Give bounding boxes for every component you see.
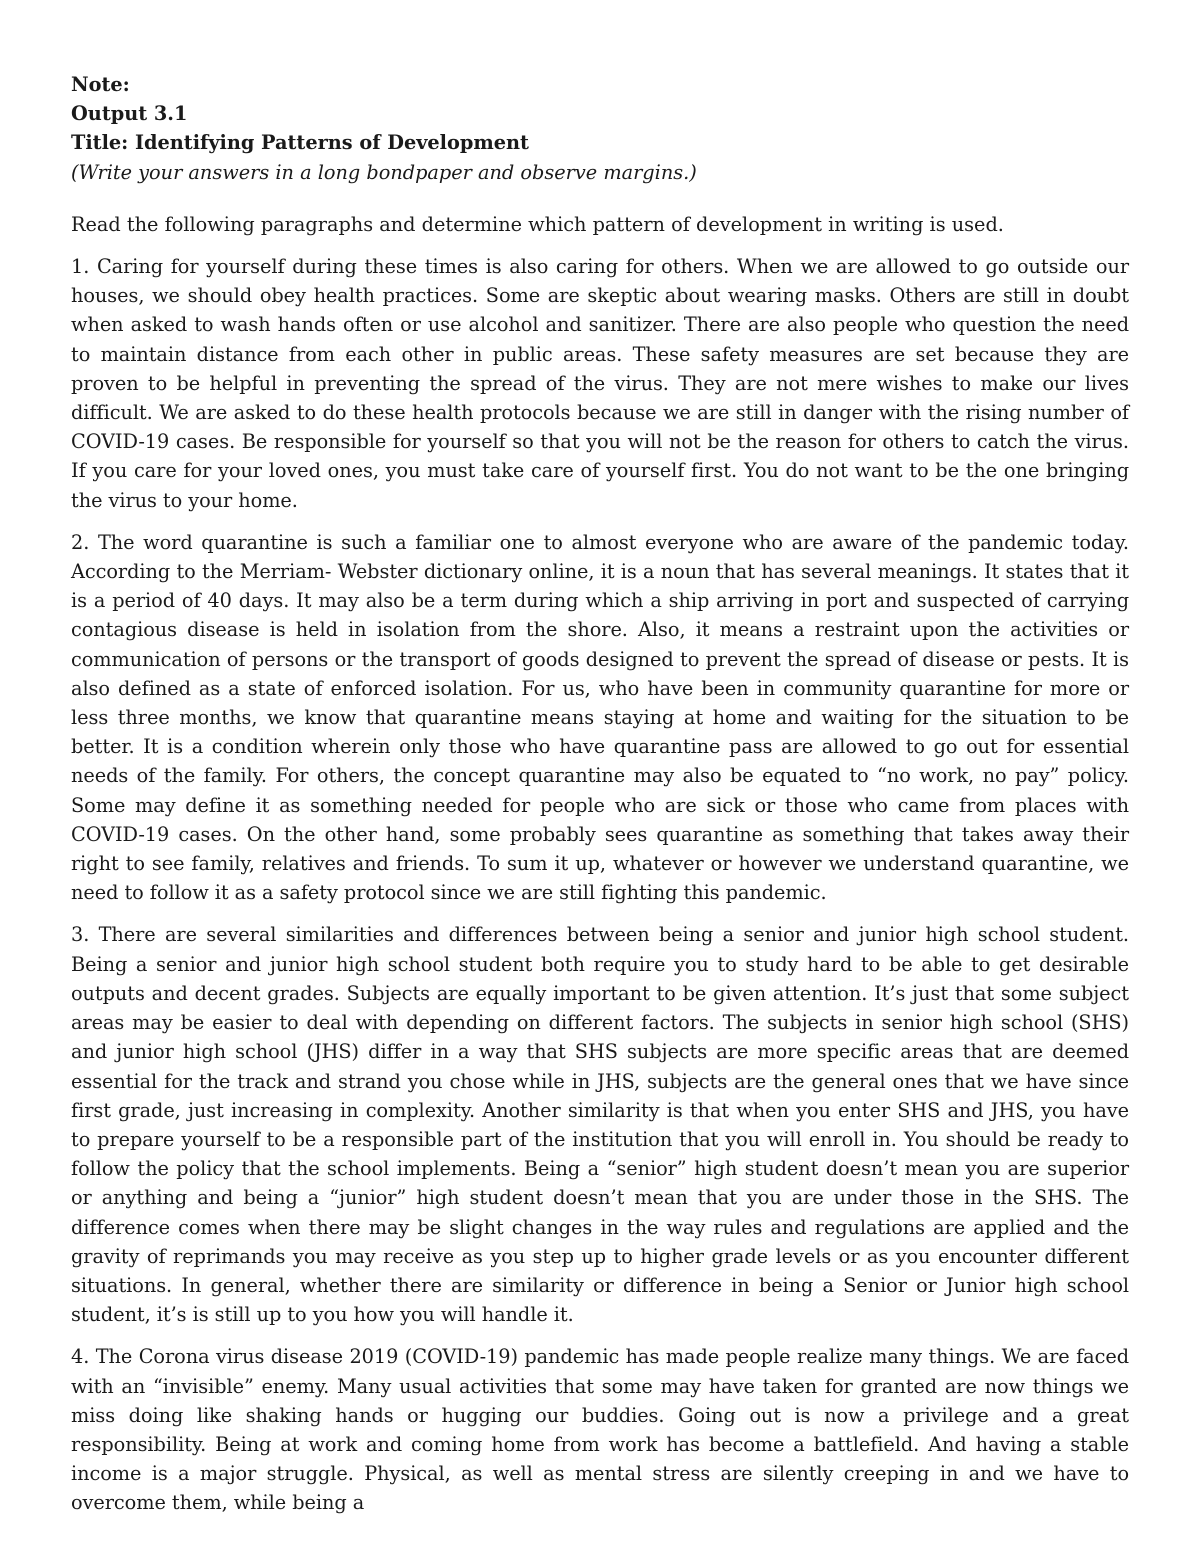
paragraph-2: 2. The word quarantine is such a familiar one to almost everyone who are aware of the pandemic today. According to the Merriam- Webster dictionary online, it is a noun that has several meanings. It states that it is a period of 40 days. It may also be a term during which a ship arriving in port and suspected of carrying contagious disease is held in isolation from the shore. Also, it means a restraint upon the activities or communication of persons or the transport of goods designed to prevent the spread of disease or pests. It is also defined as a state of enforced isolation. For us, who have been in community quarantine for more or less three months, we know that quarantine means staying at home and waiting for the situation to be better. It is a condition wherein only those who have quarantine pass are allowed to go out for essential needs of the family. For others, the concept quarantine may also be equated to “no work, no pay” policy. Some may define it as something needed for people who are sick or those who came from places with COVID-19 cases. On the other hand, some probably sees quarantine as something that takes away their right to see family, relatives and friends. To sum it up, whatever or however we understand quarantine, we need to follow it as a safety protocol since we are still fighting this pandemic. — [71, 530, 1129, 905]
paragraph-4: 4. The Corona virus disease 2019 (COVID-19) pandemic has made people realize many things. We are faced with an “invisible” enemy. Many usual activities that some may have taken for granted are now things we miss doing like shaking hands or hugging our buddies. Going out is now a privilege and a great responsibility. Being at work and coming home from work has become a battlefield. And having a stable income is a major struggle. Physical, as well as mental stress are silently creeping in and we have to overcome them, while being a — [71, 1345, 1129, 1515]
document-subtitle: (Write your answers in a long bondpaper and observe margins.) — [71, 160, 697, 184]
paragraph-1: 1. Caring for yourself during these times is also caring for others. When we are allowed to go outside our houses, we should obey health practices. Some are skeptic about wearing masks. Others are still in doubt when asked to wash hands often or use alcohol and sanitizer. There are also people who question the need to maintain distance from each other in public areas. These safety measures are set because they are proven to be helpful in preventing the spread of the virus. They are not mere wishes to make our lives difficult. We are asked to do these health protocols because we are still in danger with the rising number of COVID-19 cases. Be responsible for yourself so that you will not be the reason for others to catch the virus. If you care for your loved ones, you must take care of yourself first. You do not want to be the one bringing the virus to your home. — [71, 255, 1129, 512]
paragraph-3: 3. There are several similarities and differences between being a senior and junior high school student. Being a senior and junior high school student both require you to study hard to be able to get desirable outputs and decent grades. Subjects are equally important to be given attention. It’s just that some subject areas may be easier to deal with depending on different factors. The subjects in senior high school (SHS) and junior high school (JHS) differ in a way that SHS subjects are more specific areas that are deemed essential for the track and strand you chose while in JHS, subjects are the general ones that we have since first grade, just increasing in complexity. Another similarity is that when you enter SHS and JHS, you have to prepare yourself to be a responsible part of the institution that you will enroll in. You should be ready to follow the policy that the school implements. Being a “senior” high student doesn’t mean you are superior or anything and being a “junior” high student doesn’t mean that you are under those in the SHS. The difference comes when there may be slight changes in the way rules and regulations are applied and the gravity of reprimands you may receive as you step up to higher grade levels or as you encounter different situations. In general, whether there are similarity or difference in being a Senior or Junior high school student, it’s is still up to you how you will handle it. — [71, 923, 1129, 1327]
output-label: Output 3.1 — [71, 102, 188, 126]
document-title: Title: Identifying Patterns of Development — [71, 131, 529, 155]
document-header — [71, 70, 1129, 187]
note-label: Note: — [71, 73, 130, 96]
instructions-text: Read the following paragraphs and determine which pattern of development in writing is used. — [71, 212, 1004, 236]
